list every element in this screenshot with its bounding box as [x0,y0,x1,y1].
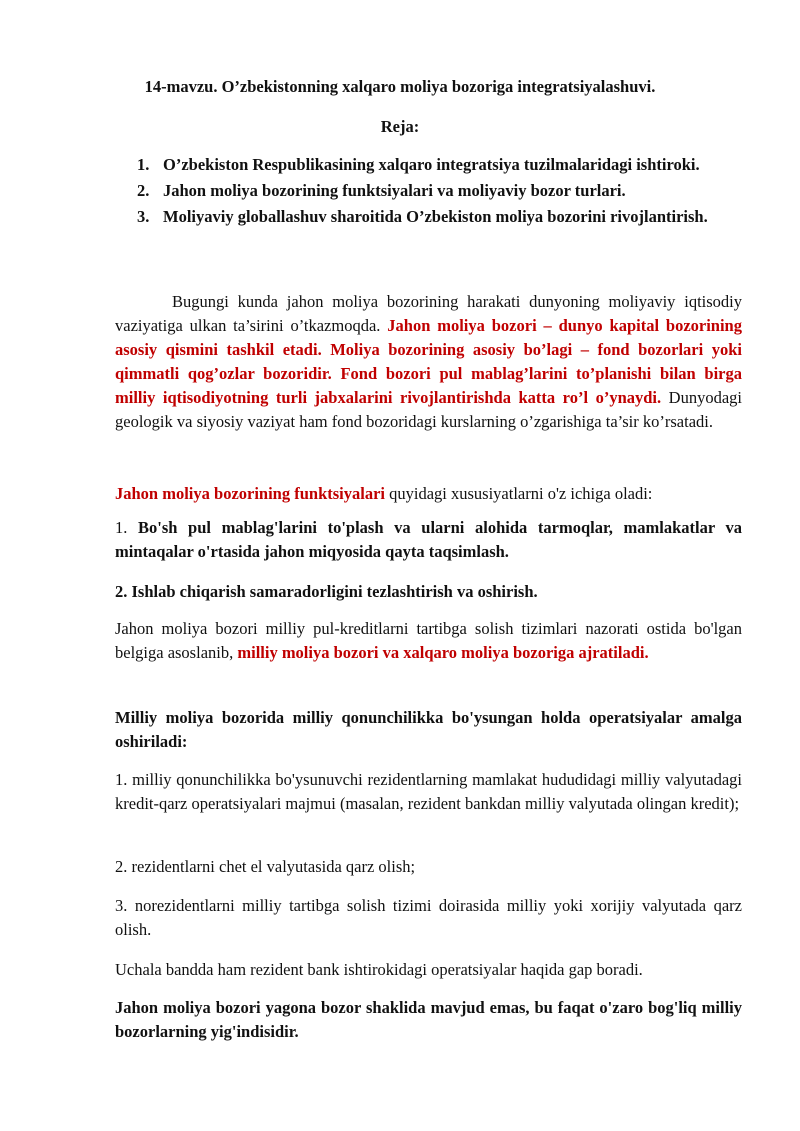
operation-item: 3. norezidentlarni milliy tartibga solish tizimi doirasida milliy yoki xorijiy valyutada qarz olish. [115,896,742,939]
plan-item-number: 1. [137,155,150,174]
page-title: 14-mavzu. O’zbekistonning xalqaro moliya bozoriga integratsiyalashuvi. [144,77,656,96]
plan-item-number: 3. [137,207,150,226]
intro-highlight: Jahon moliya bozori – dunyo kapital bozorining asosiy qismini tashkil etadi. Moliya bozorining asosiy bo’lagi – fond bozorlari yoki qimmatli qog’ozlar bozoridir. Fond bozori pul mablag’larini to’planishi bilan birga milliy iqtisodiyotning turli jabxalarini rivojlantirishda katta ro’l o’ynaydi. [115,316,742,407]
division-paragraph [115,617,742,665]
plan-list [115,153,742,231]
plan-item [115,205,742,229]
function-item-1 [115,516,742,564]
plan-item [115,153,742,177]
division-text: Jahon moliya bozori milliy pul-kreditlarni tartibga solish tizimlari nazorati ostida bo'lgan belgiga asoslanib, [115,619,742,662]
plan-item [115,179,742,203]
functions-lead-highlight: Jahon moliya bozorining funktsiyalari [115,484,386,503]
intro-text-end: Dunyodagi geologik va siyosiy vaziyat ham fond bozoridagi kurslarning o’zgarishiga ta’sir ko’rsatadi. [115,388,743,431]
plan-item-number: 2. [137,181,150,200]
division-highlight: milliy moliya bozori va xalqaro moliya bozoriga ajratiladi. [237,643,649,662]
summary-paragraph: Uchala bandda ham rezident bank ishtirokidagi operatsiyalar haqida gap boradi. [115,960,643,979]
plan-item-text: O’zbekiston Respublikasining xalqaro integratsiya tuzilmalaridagi ishtiroki. [163,155,700,174]
plan-item-text: Moliyaviy globallashuv sharoitida O’zbekiston moliya bozorini rivojlantirish. [163,207,708,226]
intro-text: Bugungi kunda jahon moliya bozorining harakati dunyoning moliyaviy iqtisodiy vaziyatiga ulkan ta’sirini o’tkazmoqda. [115,292,742,335]
functions-lead-paragraph [115,482,742,506]
intro-paragraph [115,290,742,434]
operation-item: 1. milliy qonunchilikka bo'ysunuvchi rezidentlarning mamlakat hududidagi milliy valyutadagi kredit-qarz operatsiyalari majmui (masalan, rezident bankdan milliy valyutada olingan kredit); [115,770,742,813]
function-item-text: Bo'sh pul mablag'larini to'plash va ularni alohida tarmoqlar, mamlakatlar va mintaqalar o'rtasida jahon miqyosida qayta taqsimlash. [115,518,742,561]
conclusion-paragraph: Jahon moliya bozori yagona bozor shaklida mavjud emas, bu faqat o'zaro bog'liq milliy bozorlarning yig'indisidir. [115,998,742,1041]
plan-heading: Reja: [380,117,420,136]
function-item-2: 2. Ishlab chiqarish samaradorligini tezlashtirish va oshirish. [115,582,538,601]
functions-lead-text: quyidagi xususiyatlarni o'z ichiga oladi: [385,484,653,503]
operation-item: 2. rezidentlarni chet el valyutasida qarz olish; [115,857,416,876]
national-market-heading: Milliy moliya bozorida milliy qonunchilikka bo'ysungan holda operatsiyalar amalga oshiriladi: [115,708,742,751]
function-item-number: 1. [115,518,138,537]
plan-item-text: Jahon moliya bozorining funktsiyalari va moliyaviy bozor turlari. [163,181,626,200]
